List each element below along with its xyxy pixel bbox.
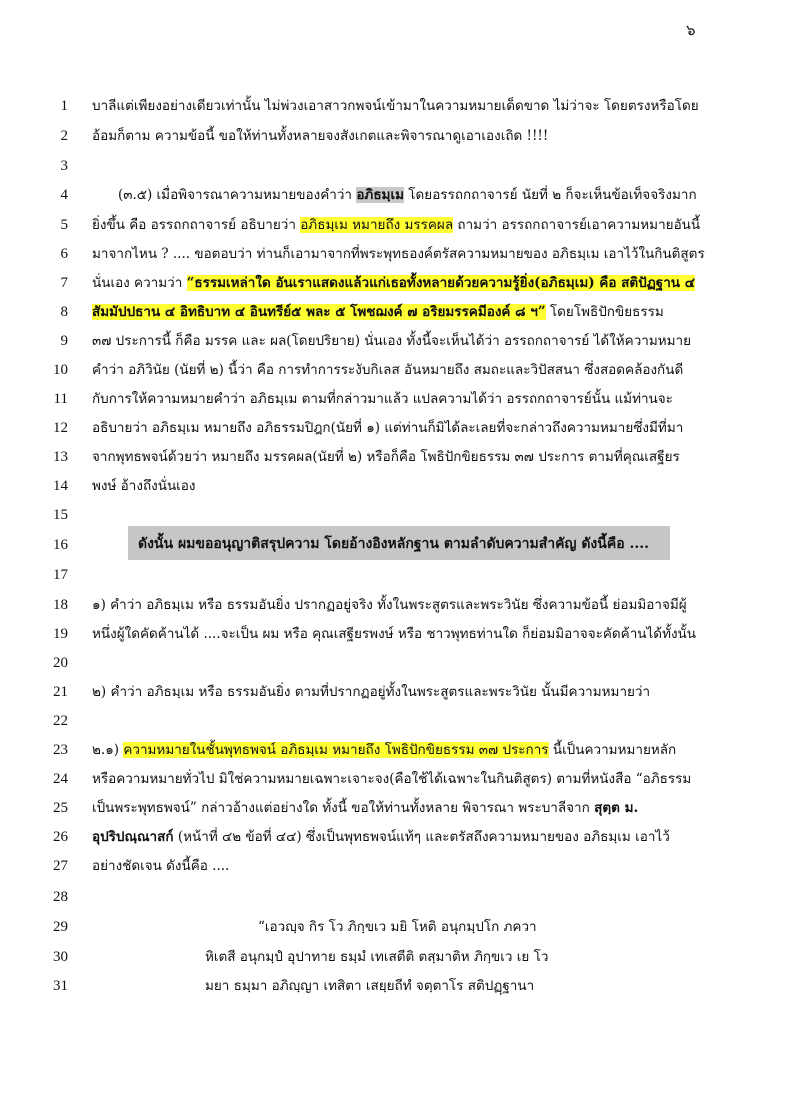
line-text: อธิบายว่า อภิธมฺเม หมายถึง อภิธรรมปิฎก(นัยที่ ๑) แต่ท่านก็มิได้ละเลยที่จะกล่าวถึงความหมายซึ่งมีที่มา [92, 420, 684, 436]
text-line [0, 389, 788, 417]
text-line [0, 595, 788, 623]
text-line [0, 624, 788, 652]
bold-text: สุตฺต ม. [594, 800, 639, 816]
text-run: (หน้าที่ ๔๒ ข้อที่ ๔๔) ซึ่งเป็นพุทธพจน์แท้ๆ และตรัสถึงความหมายของ อภิธมฺเม เอาไว้ [173, 829, 670, 845]
line-number: 2 [60, 128, 68, 144]
line-number: 4 [60, 187, 68, 203]
line-text: หนึ่งผู้ใดคัดค้านได้ ....จะเป็น ผม หรือ คุณเสฐียรพงษ์ หรือ ชาวพุทธท่านใด ก็ย่อมมิอาจจะคัดค้านได้ทั้งนั้น [92, 626, 697, 642]
text-run: ถามว่า อรรถกถาจารย์เอาความหมายอันนี้ [453, 217, 701, 233]
line-number: 26 [53, 829, 68, 845]
bold-text: อุปริปณฺณาสก์ [92, 829, 174, 845]
yellow-highlight: “ธรรมเหล่าใด อันเราแสดงแล้วแก่เธอทั้งหลายด้วยความรู้ยิ่ง(อภิธมฺเม) คือ สติปัฏฐาน ๔ [186, 275, 695, 291]
line-number: 3 [60, 158, 68, 174]
line-text: ๒) คำว่า อภิธมฺเม หรือ ธรรมอันยิ่ง ตามที่ปรากฏอยู่ทั้งในพระสูตรและพระวินัย นั้นมีความหมายว่า [92, 684, 651, 700]
text-line [0, 653, 788, 681]
line-text: กับการให้ความหมายคำว่า อภิธมฺเม ตามที่กล่าวมาแล้ว แปลความได้ว่า อรรถกถาจารย์นั้น แม้ท่านจะ [92, 391, 673, 407]
text-line [0, 244, 788, 272]
text-line [0, 273, 788, 301]
line-number: 17 [53, 567, 68, 583]
line-text: ๓๗ ประการนี้ ก็คือ มรรค และ ผล(โดยปริยาย) นั่นเอง ทั้งนี้จะเห็นได้ว่า อรรถกถาจารย์ ได้ให้ความหมาย [92, 333, 692, 349]
pali-verse-line: มยา ธมฺมา อภิญฺญา เทสิตา เสยฺยถีทํ จตฺตาโร สติปฏฺฐานา [205, 978, 535, 994]
line-number: 12 [53, 420, 68, 436]
line-number: 19 [53, 626, 68, 642]
yellow-highlight: ความหมายในชั้นพุทธพจน์ อภิธมฺเม หมายถึง โพธิปักขิยธรรม ๓๗ ประการ [123, 742, 549, 758]
text-run: โดยอรรถกถาจารย์ นัยที่ ๒ ก็จะเห็นข้อเท็จจริงมาก [403, 187, 697, 203]
pali-verse-line: “เอวญฺจ กิร โว ภิกฺขเว มยิ โหติ อนุกมฺปโก ภควา [258, 919, 537, 935]
line-number: 7 [60, 275, 68, 291]
text-line [0, 827, 788, 855]
pali-verse-line: หิเตสี อนุกมฺปํ อุปาทาย ธมฺมํ เทเสตีติ ตสฺมาติห ภิกฺขเว เย โว [205, 949, 549, 965]
line-text: หรือความหมายทั่วไป มิใช่ความหมายเฉพาะเจาะจง(คือใช้ได้เฉพาะในกินติสูตร) ตามที่หนังสือ “อภิธรรม [92, 771, 692, 787]
line-text [92, 215, 700, 235]
line-text [92, 827, 670, 847]
line-text [92, 740, 676, 760]
line-number: 28 [53, 889, 68, 905]
yellow-highlight: อภิธมฺเม หมายถึง มรรคผล [300, 217, 454, 233]
text-run: นี้เป็นความหมายหลัก [548, 742, 677, 758]
text-line [0, 856, 788, 884]
line-number: 30 [53, 949, 68, 965]
line-text [118, 185, 697, 205]
text-line [0, 740, 788, 768]
text-line [0, 156, 788, 184]
text-line [0, 126, 788, 154]
line-text: มาจากไหน ? .... ขอตอบว่า ท่านก็เอามาจากที่พระพุทธองค์ตรัสความหมายของ อภิธมฺเม เอาไว้ในกินติสูตร [92, 246, 705, 262]
text-line [0, 798, 788, 826]
text-line [0, 917, 788, 945]
text-run: ๒.๑) [92, 742, 124, 758]
line-number: 6 [60, 246, 68, 262]
line-number: 16 [53, 537, 68, 553]
line-number: 11 [53, 391, 68, 407]
line-text: อ้อมก็ตาม ความข้อนี้ ขอให้ท่านทั้งหลายจงสังเกตและพิจารณาดูเอาเองเถิด !!!! [92, 128, 549, 144]
text-line [0, 565, 788, 593]
text-run: ยิ่งขึ้น คือ อรรถกถาจารย์ อธิบายว่า [92, 217, 301, 233]
line-number: 14 [53, 478, 68, 494]
summary-heading: ดังนั้น ผมขออนุญาติสรุปความ โดยอ้างอิงหลักฐาน ตามลำดับความสำคัญ ดังนี้คือ .... [138, 536, 649, 552]
text-line [0, 418, 788, 446]
line-number: 27 [53, 858, 68, 874]
text-run: เป็นพระพุทธพจน์” กล่าวอ้างแต่อย่างใด ทั้งนี้ ขอให้ท่านทั้งหลาย พิจารณา พระบาลีจาก [92, 800, 595, 816]
text-run: (๓.๕) เมื่อพิจารณาความหมายของคำว่า [118, 187, 357, 203]
line-text [92, 798, 638, 818]
line-number: 15 [53, 507, 68, 523]
text-line [0, 887, 788, 915]
line-text: อย่างชัดเจน ดังนี้คือ .... [92, 858, 230, 874]
text-line [0, 682, 788, 710]
text-line [0, 447, 788, 475]
text-line [0, 769, 788, 797]
text-line [0, 360, 788, 388]
line-text [92, 302, 664, 322]
line-number: 8 [60, 304, 68, 320]
line-text: พงษ์ อ้างถึงนั่นเอง [92, 478, 196, 494]
line-number: 24 [53, 771, 68, 787]
line-number: 31 [53, 978, 68, 994]
text-run: นั่นเอง ความว่า [92, 275, 187, 291]
text-line [0, 535, 788, 563]
text-line [0, 947, 788, 975]
text-line [0, 215, 788, 243]
line-text: ๑) คำว่า อภิธมฺเม หรือ ธรรมอันยิ่ง ปรากฏอยู่จริง ทั้งในพระสูตรและพระวินัย ซึ่งความข้อนี้ ย่อมมิอาจมีผู้ [92, 597, 687, 613]
line-number: 13 [53, 449, 68, 465]
text-line [0, 185, 788, 213]
line-text: จากพุทธพจน์ด้วยว่า หมายถึง มรรคผล(นัยที่ ๒) หรือก็คือ โพธิปักขิยธรรม ๓๗ ประการ ตามที่คุณเสฐียร [92, 449, 680, 465]
text-line [0, 476, 788, 504]
line-number: 20 [53, 655, 68, 671]
line-number: 29 [53, 919, 68, 935]
line-number: 22 [53, 713, 68, 729]
line-number: 9 [60, 333, 68, 349]
line-number: 5 [60, 217, 68, 233]
text-line [0, 976, 788, 1004]
line-text [92, 273, 695, 293]
yellow-highlight: สัมมัปปธาน ๔ อิทธิบาท ๔ อินทรีย์๕ พละ ๕ โพชฌงค์ ๗ อริยมรรคมีองค์ ๘ ฯ” [92, 304, 546, 320]
text-line [0, 302, 788, 330]
line-number: 10 [53, 362, 68, 378]
line-number: 1 [60, 98, 68, 114]
text-line [0, 711, 788, 739]
text-run: โดยโพธิปักขิยธรรม [545, 304, 664, 320]
line-number: 18 [53, 597, 68, 613]
line-text: คำว่า อภิวินัย (นัยที่ ๒) นี้ว่า คือ การทำการระงับกิเลส อันหมายถึง สมถะและวิปัสสนา ซึ่งสอดคล้องกันดี [92, 362, 684, 378]
gray-highlight: อภิธมฺเม [356, 187, 404, 203]
text-line [0, 331, 788, 359]
line-number: 21 [53, 684, 68, 700]
text-line [0, 96, 788, 124]
line-number: 23 [53, 742, 68, 758]
page-number: ๖ [686, 21, 696, 39]
line-number: 25 [53, 800, 68, 816]
line-text: บาลีแต่เพียงอย่างเดียวเท่านั้น ไม่พ่วงเอาสาวกพจน์เข้ามาในความหมายเด็ดขาด ไม่ว่าจะ โดยตรงหรือโดย [92, 98, 699, 114]
